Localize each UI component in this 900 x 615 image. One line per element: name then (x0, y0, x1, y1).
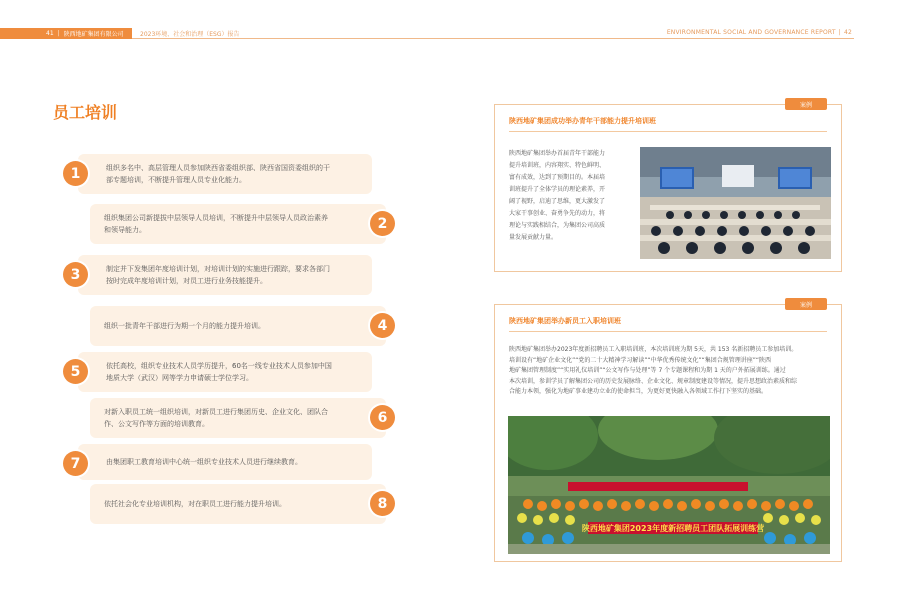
item-text-line: 组织集团公司新提拔中层领导人员培训，不断提升中层领导人员政治素养 (104, 214, 328, 222)
item-text-line: 地质大学（武汉）网等学力申请硕士学位学习。 (106, 374, 253, 382)
training-item-3 (78, 255, 372, 295)
item-number-badge: 7 (63, 451, 88, 476)
case-tag: 案例 (785, 98, 827, 110)
item-number-badge: 3 (63, 262, 88, 287)
case-title: 陕西地矿集团举办新员工入职培训班 (509, 317, 621, 325)
item-text-line: 部专题培训，不断提升管理人员专业化能力。 (106, 176, 246, 184)
case-text-line: 陕西地矿集团举办2023年度新招聘员工入职培训班，本次培训班为期 5天，共 153 名新招聘员工参加培训。 (509, 346, 798, 353)
case-text-line: 量发展贡献力量。 (509, 234, 558, 241)
item-text-line: 作、公文写作等方面的培训教育。 (104, 420, 209, 428)
page-number-left: 41 (46, 30, 54, 37)
item-text-line: 组织多名中、高层管理人员参加陕西省委组织部、陕西省国资委组织的干 (106, 164, 330, 172)
case-text-line: 陕西地矿集团举办首届青年干部能力 (509, 150, 606, 157)
case-title-rule (509, 131, 827, 132)
item-number-badge: 6 (370, 405, 395, 430)
item-text-line: 制定并下发集团年度培训计划，对培训计划的实施进行跟踪，要求各部门 (106, 265, 330, 273)
header-report-title-en: ENVIRONMENTAL SOCIAL AND GOVERNANCE REPORT (666, 29, 836, 36)
header-report-title-cn: 2023环境、社会和治理（ESG）报告 (140, 31, 240, 38)
header-separator: | (57, 30, 60, 37)
training-item-4 (90, 306, 386, 346)
conference-hall-illustration (640, 147, 831, 259)
case-text-line: 本次培训，参训学员了解集团公司的历史发展脉络、企业文化、规章制度建设等情况，提升思想政治素质和综 (509, 377, 798, 385)
header-left-band (0, 28, 132, 39)
case-tag: 案例 (785, 298, 827, 310)
case-text-line: 培训设有“地矿企业文化”“党的二十大精神学习解读”“中华优秀传统文化”“集团合规管理讲座”“陕西 (509, 356, 771, 364)
page-number-right: 42 (843, 29, 852, 36)
case-text-line: 理论与实践相结合，为集团公司高质 (509, 222, 606, 229)
banner-text: 陕西地矿集团2023年度新招聘员工团队拓展训练营 (581, 524, 765, 533)
header-right (667, 29, 852, 36)
training-item-2 (90, 204, 386, 244)
item-text-line: 由集团职工教育培训中心统一组织专业技术人员进行继续教育。 (106, 458, 302, 466)
case-text-line: 地矿集团管理制度”“实用礼仪培训”“公文写作与处理”等 7 个专题课程和为期 1 天的户外拓展训练。通过 (509, 367, 786, 374)
training-item-8 (90, 484, 386, 524)
item-number-badge: 1 (63, 161, 88, 186)
case-text-line: 阔了视野，启迪了思维，更大激发了 (509, 198, 606, 205)
group-photo (508, 416, 830, 554)
case-text-line: 训班提升了全体学员的理论素养，开 (509, 186, 606, 193)
training-item-1 (78, 154, 372, 194)
item-text-line: 对新入职员工统一组织培训，对新员工进行集团历史、企业文化、团队合 (104, 408, 328, 416)
item-text-line: 按时完成年度培训计划，对员工进行业务技能提升。 (106, 277, 267, 285)
case-body-text (509, 345, 831, 398)
case-box-new-employee-training (494, 301, 842, 562)
training-item-5 (78, 352, 372, 392)
item-number-badge: 4 (370, 313, 395, 338)
case-text-line: 合能力本领，强化为地矿事业建功立业的使命担当，为更好更快融入各领域工作打下坚实的基础。 (509, 388, 768, 395)
case-text-line: 富有成效，达到了预期目的。本届培 (509, 174, 606, 181)
conference-hall-photo (640, 147, 831, 259)
item-text-line: 组织一批青年干部进行为期一个月的能力提升培训。 (104, 322, 265, 330)
header-company-name: 陕西地矿集团有限公司 (63, 31, 124, 38)
header-separator: | (838, 29, 841, 36)
case-text-line: 大家干事创业、奋勇争先的动力，将 (509, 210, 606, 217)
item-number-badge: 5 (63, 359, 88, 384)
case-body-text (509, 148, 627, 244)
item-number-badge: 2 (370, 211, 395, 236)
case-title: 陕西地矿集团成功举办青年干部能力提升培训班 (509, 117, 656, 125)
training-item-7 (78, 444, 372, 480)
case-title-rule (509, 331, 827, 332)
header-rule (132, 38, 854, 39)
outdoor-group-illustration (508, 416, 830, 554)
case-text-line: 提升培训班，内容翔实、特色鲜明、 (509, 162, 606, 169)
item-text-line: 依托高校，组织专业技术人员学历提升，60名一线专业技术人员参加中国 (106, 362, 332, 370)
item-number-badge: 8 (370, 491, 395, 516)
page-title: 员工培训 (53, 103, 118, 122)
item-text-line: 和领导能力。 (104, 226, 146, 234)
training-item-6 (90, 398, 386, 438)
case-box-youth-cadre-training (494, 101, 842, 272)
item-text-line: 依托社会化专业培训机构，对在职员工进行能力提升培训。 (104, 500, 286, 508)
